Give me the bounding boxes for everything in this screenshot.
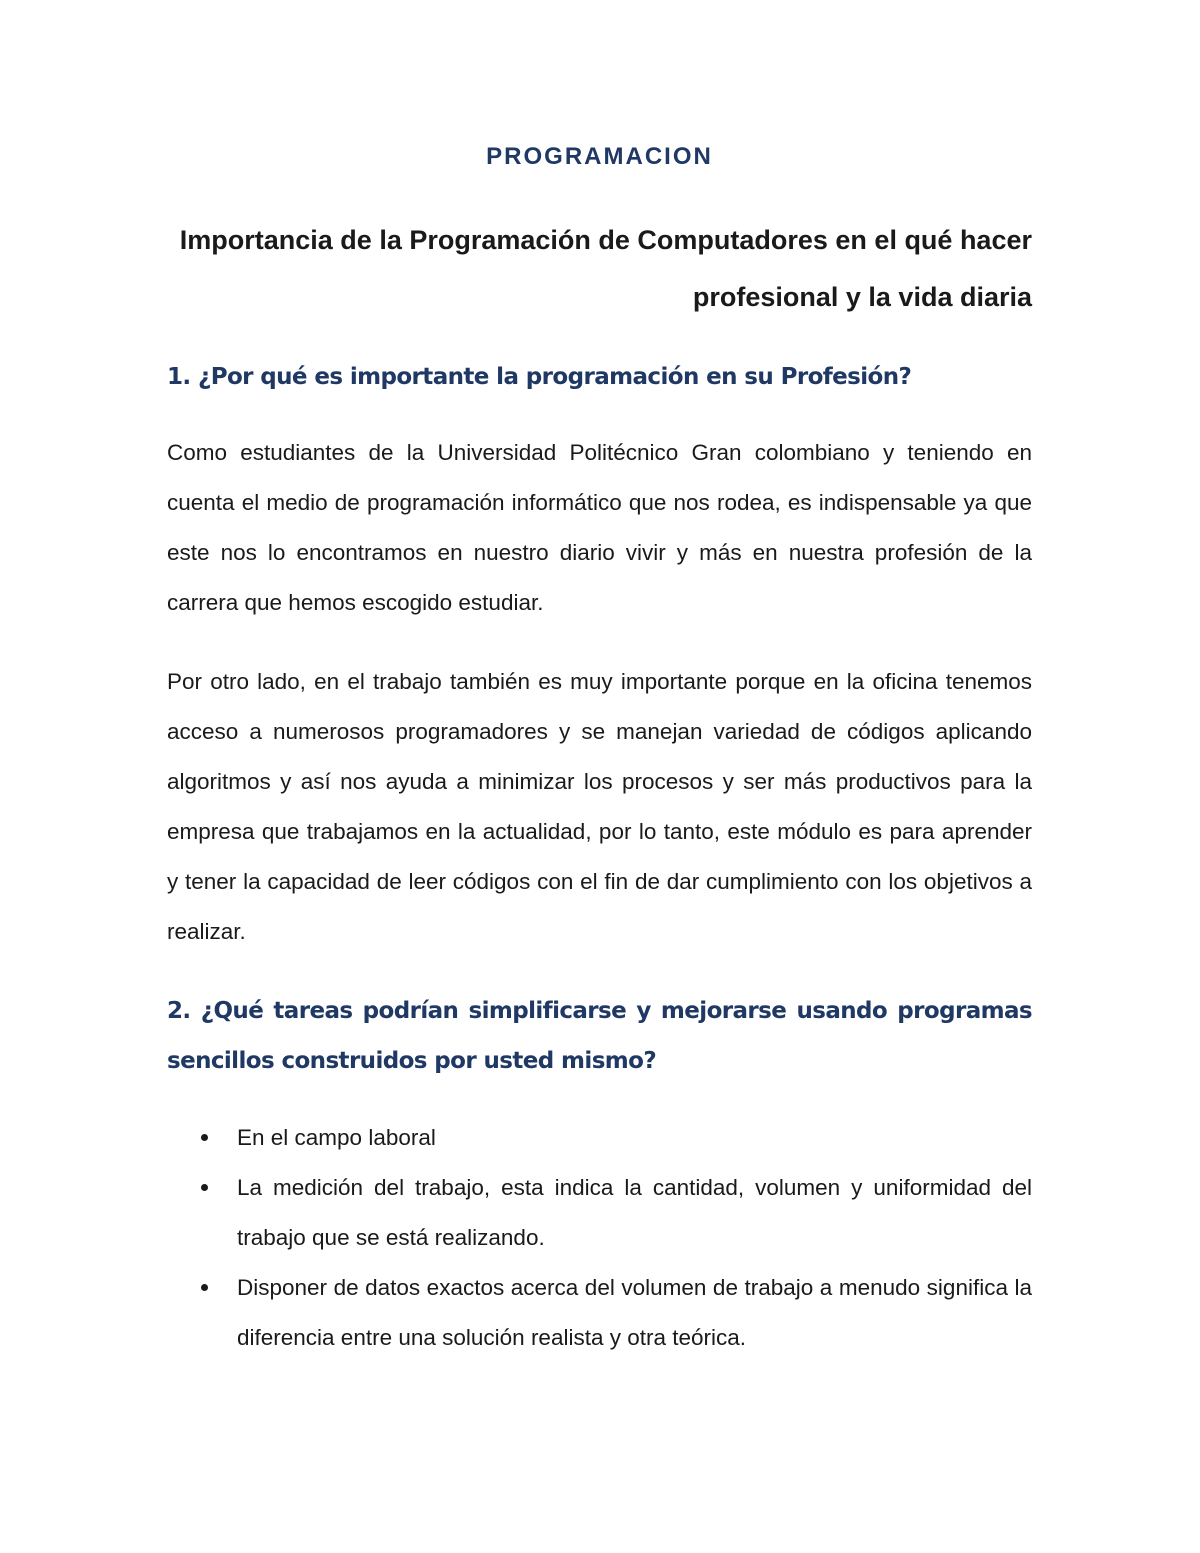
section-1-paragraph-2: Por otro lado, en el trabajo también es muy importante porque en la oficina tenemos acceso a numerosos programadores y se manejan variedad de códigos aplicando algoritmos y así nos ayuda a minimizar los procesos y ser más productivos para la empresa que trabajamos en la actualidad, por lo tanto, este módulo es para aprender y tener la capacidad de leer códigos con el fin de dar cumplimiento con los objetivos a realizar. (167, 669, 1032, 944)
list-item-text: En el campo laboral (237, 1125, 436, 1150)
bullet-icon (201, 1284, 208, 1291)
section-2-bullet-list (167, 1113, 1032, 1363)
bullet-icon (201, 1184, 208, 1191)
list-item (167, 1113, 1032, 1163)
section-1-paragraph-1: Como estudiantes de la Universidad Politécnico Gran colombiano y teniendo en cuenta el medio de programación informático que nos rodea, es indispensable ya que este nos lo encontramos en nuestro diario vivir y más en nuestra profesión de la carrera que hemos escogido estudiar. (167, 440, 1032, 615)
section-2-heading: 2. ¿Qué tareas podrían simplificarse y mejorarse usando programas sencillos construidos por usted mismo? (167, 998, 1032, 1074)
list-item-text: La medición del trabajo, esta indica la cantidad, volumen y uniformidad del trabajo que se está realizando. (237, 1175, 1032, 1250)
list-item (167, 1163, 1032, 1263)
list-item (167, 1263, 1032, 1363)
document-title: PROGRAMACION (486, 143, 713, 170)
document-subtitle: Importancia de la Programación de Computadores en el qué hacer profesional y la vida diaria (179, 225, 1032, 312)
bullet-icon (201, 1134, 208, 1141)
list-item-text: Disponer de datos exactos acerca del volumen de trabajo a menudo significa la diferencia entre una solución realista y otra teórica. (237, 1275, 1032, 1350)
section-1-heading: 1. ¿Por qué es importante la programación en su Profesión? (167, 364, 912, 390)
